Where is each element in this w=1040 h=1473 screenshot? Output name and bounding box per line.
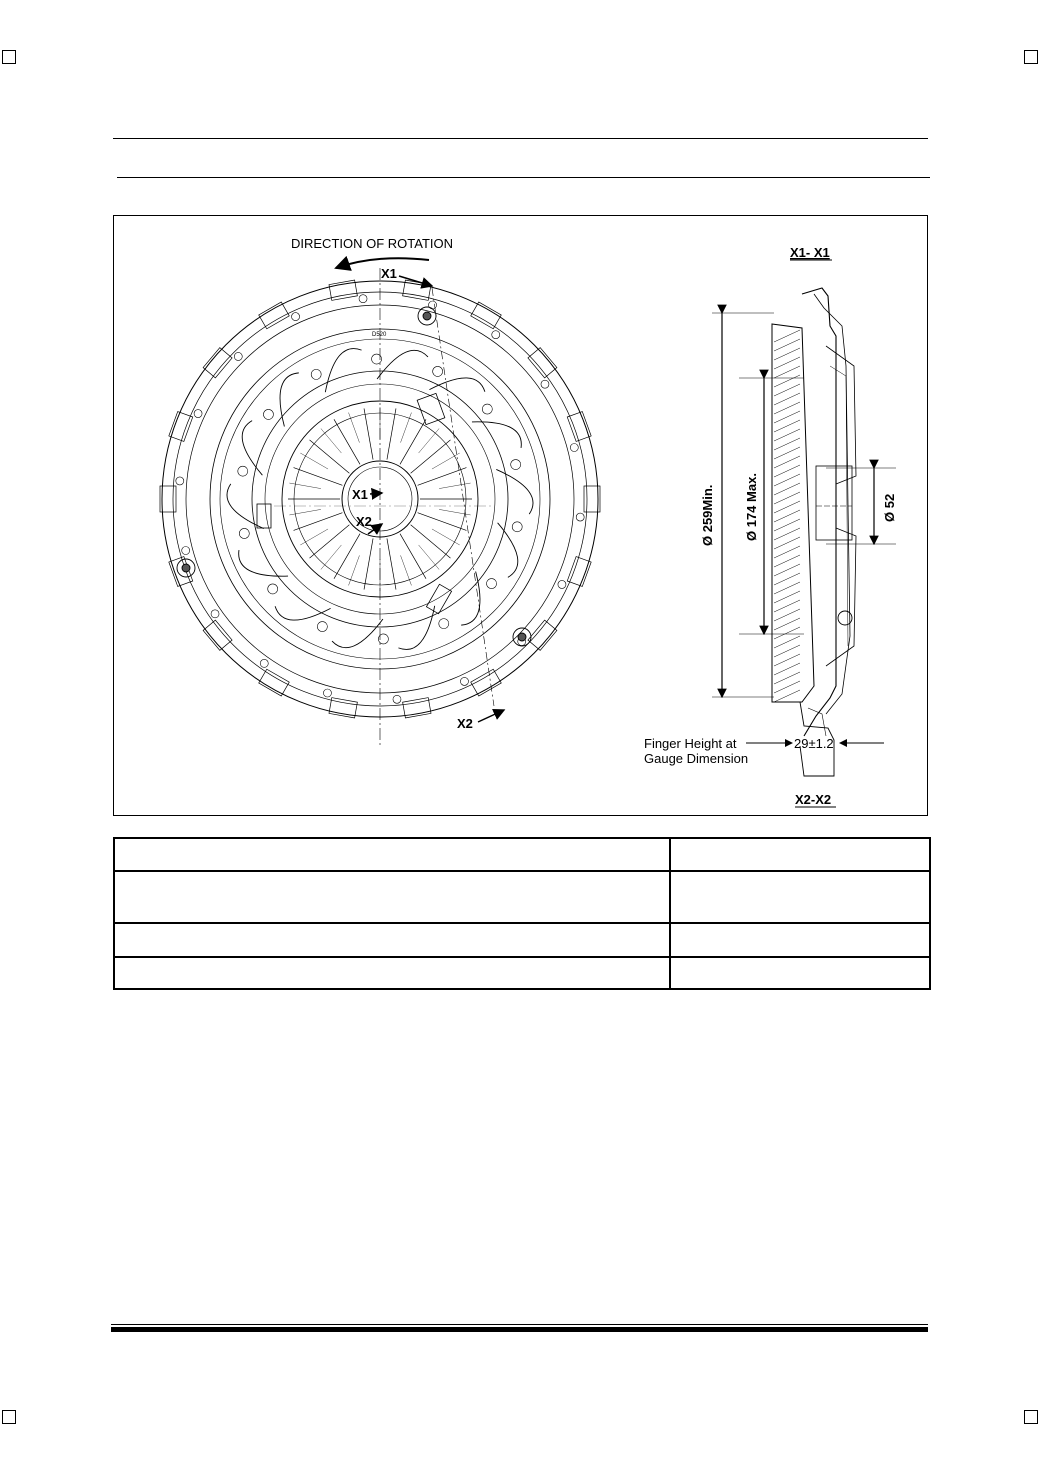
finger-height-label-line2: Gauge Dimension: [644, 751, 749, 766]
table-cell: [670, 871, 930, 923]
section-x1-label: X1- X1: [790, 245, 830, 260]
table-cell: [670, 957, 930, 989]
marker-x2-bottom: X2: [457, 716, 473, 731]
footer-rule-thick: [111, 1327, 928, 1332]
table-cell: [114, 957, 670, 989]
clutch-section-view: [772, 288, 856, 776]
spec-table: [113, 837, 931, 990]
marker-x1-top: X1: [381, 266, 397, 281]
clutch-front-view: [160, 268, 600, 746]
marker-x1-center: X1: [352, 487, 368, 502]
crop-mark-bottom-right: [1024, 1410, 1038, 1424]
table-cell: [670, 838, 930, 871]
dimension-outer-label: Ø 259Min.: [700, 484, 715, 546]
marker-x2-bottom-arrow-icon: [478, 710, 504, 722]
table-row: [114, 838, 930, 871]
table-cell: [114, 923, 670, 957]
header-rule-top: [113, 138, 928, 139]
dimension-inner-label: Ø 52: [882, 493, 897, 522]
dimension-middle-label: Ø 174 Max.: [744, 473, 759, 541]
table-cell: [114, 871, 670, 923]
crop-mark-bottom-left: [2, 1410, 16, 1424]
table-cell: [114, 838, 670, 871]
crop-mark-top-left: [2, 50, 16, 64]
table-row: [114, 923, 930, 957]
header-rule-bottom: [117, 177, 930, 178]
marker-x1-center-arrow-icon: [370, 493, 382, 494]
clutch-diagram: [114, 216, 927, 815]
crop-mark-top-right: [1024, 50, 1038, 64]
finger-height-value: 29±1.2: [794, 736, 834, 751]
svg-text:D520: D520: [372, 332, 387, 338]
section-x2-label: X2-X2: [795, 792, 832, 807]
table-row: [114, 871, 930, 923]
marker-x1-top-arrow-icon: [399, 276, 432, 286]
marker-x2-center: X2: [356, 514, 372, 529]
table-cell: [670, 923, 930, 957]
dimension-outer: [700, 313, 774, 697]
clutch-diagram-figure: [113, 215, 928, 816]
table-row: [114, 957, 930, 989]
finger-height-label-line1: Finger Height at: [644, 736, 737, 751]
direction-of-rotation-label: DIRECTION OF ROTATION: [291, 236, 454, 251]
footer-rule-thin: [111, 1324, 928, 1325]
